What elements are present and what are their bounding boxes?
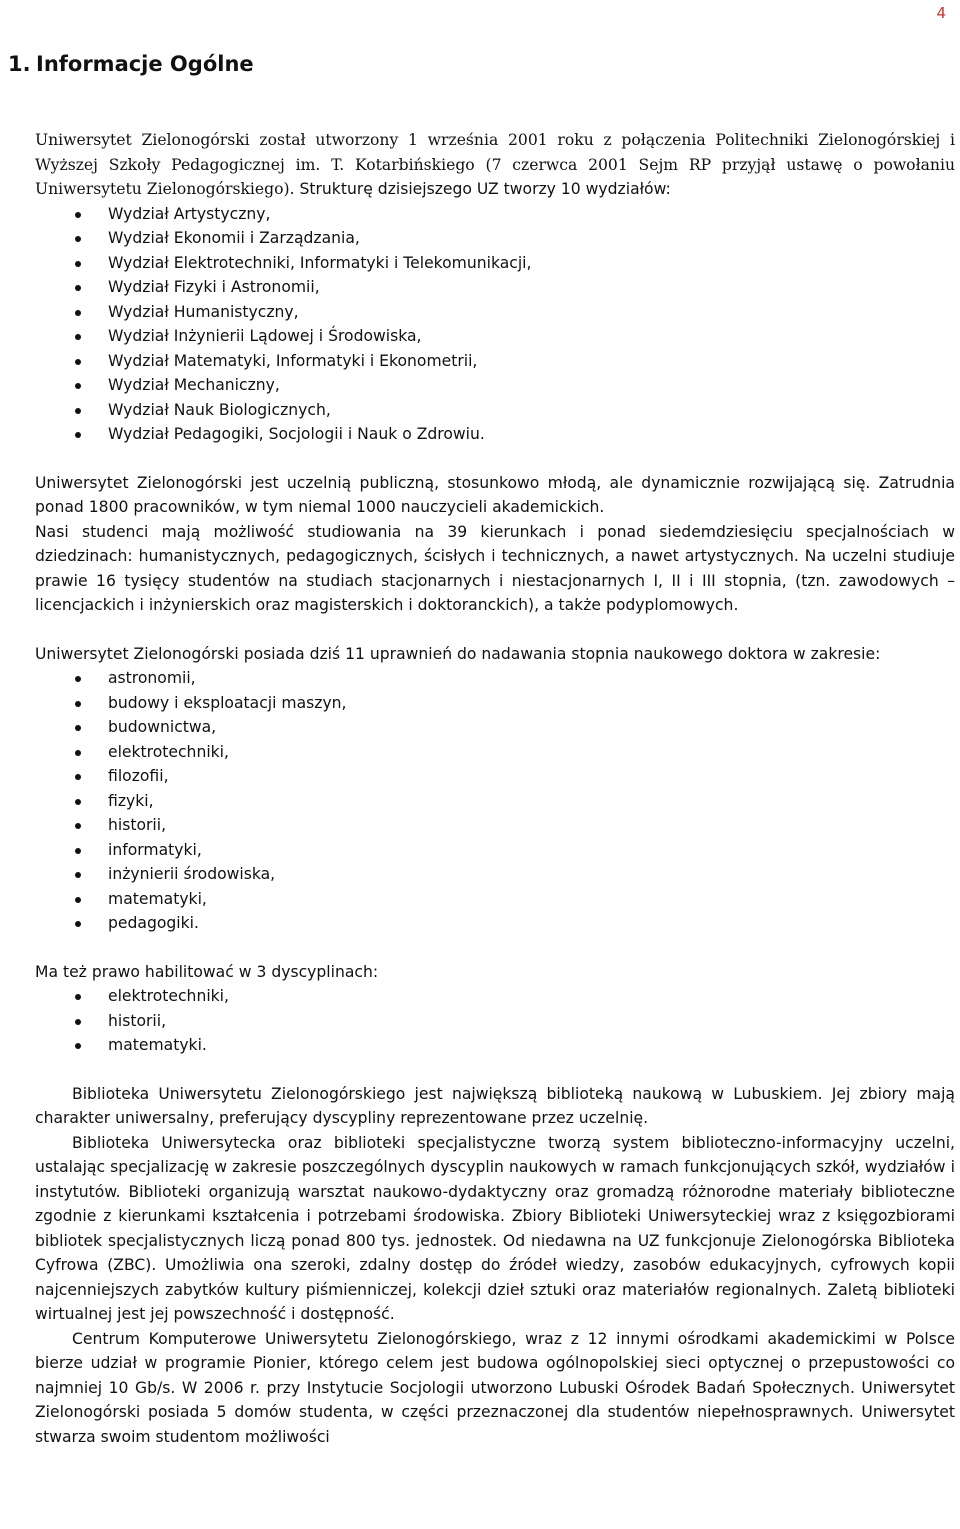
list-item: Wydział Matematyki, Informatyki i Ekonometrii, (35, 349, 955, 374)
list-item: Wydział Ekonomii i Zarządzania, (35, 226, 955, 251)
list-item: pedagogiki. (35, 911, 955, 936)
habilitation-rights-intro: Ma też prawo habilitować w 3 dyscyplinach: (35, 962, 379, 981)
list-item: elektrotechniki, (35, 740, 955, 765)
document-body (35, 128, 955, 1449)
list-item: inżynierii środowiska, (35, 862, 955, 887)
list-item: Wydział Fizyki i Astronomii, (35, 275, 955, 300)
habilitation-rights-list (35, 984, 955, 1058)
list-item: informatyki, (35, 838, 955, 863)
list-item: historii, (35, 813, 955, 838)
intro-paragraph (35, 128, 955, 202)
section-number: 1. (8, 52, 31, 76)
list-item: budownictwa, (35, 715, 955, 740)
list-item: Wydział Elektrotechniki, Informatyki i Telekomunikacji, (35, 251, 955, 276)
list-item: matematyki, (35, 887, 955, 912)
intro-text-sans: Strukturę dzisiejszego UZ tworzy 10 wydziałów: (294, 180, 671, 198)
list-item: Wydział Artystyczny, (35, 202, 955, 227)
page-number: 4 (936, 4, 946, 22)
list-item: astronomii, (35, 666, 955, 691)
list-item: Wydział Mechaniczny, (35, 373, 955, 398)
university-description-1: Uniwersytet Zielonogórski jest uczelnią publiczną, stosunkowo młodą, ale dynamicznie rozwijającą się. Zatrudnia ponad 1800 pracowników, w tym niemal 1000 nauczycieli akademickich. (35, 473, 955, 516)
library-paragraph-2: Biblioteka Uniwersytecka oraz biblioteki specjalistyczne tworzą system biblioteczno-informacyjny uczelni, ustalając specjalizację w zakresie poszczególnych dyscyplin naukowych w ramach funkcjonujących szkół, wydziałów i instytutów. Biblioteki organizują warsztat naukowo-dydaktyczny oraz gromadzą różnorodne materiały biblioteczne zgodnie z kierunkami kształcenia i potrzebami środowiska. Zbiory Biblioteki Uniwersyteckiej wraz z księgozbiorami bibliotek specjalistycznych liczą ponad 800 tys. jednostek. Od niedawna na UZ funkcjonuje Zielonogórska Biblioteka Cyfrowa (ZBC). Umożliwia ona szeroki, zdalny dostęp do źródeł wiedzy, zasobów edukacyjnych, cyfrowych kopii najcenniejszych zabytków kultury piśmienniczej, kolekcji dzieł sztuki oraz materiałów regionalnych. Zaletą biblioteki wirtualnej jest jej powszechność i dostępność. (35, 1133, 955, 1323)
doctoral-rights-intro: Uniwersytet Zielonogórski posiada dziś 11 uprawnień do nadawania stopnia naukowego doktora w zakresie: (35, 644, 881, 663)
list-item: elektrotechniki, (35, 984, 955, 1009)
list-item: filozofii, (35, 764, 955, 789)
faculties-list (35, 202, 955, 447)
section-title: Informacje Ogólne (36, 52, 254, 76)
list-item: Wydział Inżynierii Lądowej i Środowiska, (35, 324, 955, 349)
university-description-2: Nasi studenci mają możliwość studiowania na 39 kierunkach i ponad siedemdziesięciu specjalnościach w dziedzinach: humanistycznych, pedagogicznych, ścisłych i technicznych, a nawet artystycznych. Na uczelni studiuje prawie 16 tysięcy studentów na studiach stacjonarnych i niestacjonarnych I, II i III stopnia, (tzn. zawodowych – licencjackich i inżynierskich oraz magisterskich i doktoranckich), a także podyplomowych. (35, 522, 955, 614)
list-item: Wydział Humanistyczny, (35, 300, 955, 325)
list-item: Wydział Nauk Biologicznych, (35, 398, 955, 423)
list-item: budowy i eksploatacji maszyn, (35, 691, 955, 716)
section-heading (8, 52, 254, 76)
list-item: matematyki. (35, 1033, 955, 1058)
list-item: historii, (35, 1009, 955, 1034)
library-paragraph-1: Biblioteka Uniwersytetu Zielonogórskiego jest największą biblioteką naukową w Lubuskiem. Jej zbiory mają charakter uniwersalny, preferujący dyscypliny reprezentowane przez uczelnię. (35, 1084, 955, 1127)
computer-center-paragraph: Centrum Komputerowe Uniwersytetu Zielonogórskiego, wraz z 12 innymi ośrodkami akademickimi w Polsce bierze udział w programie Pionier, którego celem jest budowa ogólnopolskiej sieci optycznej o przepustowości co najmniej 10 Gb/s. W 2006 r. przy Instytucie Socjologii utworzono Lubuski Ośrodek Badań Społecznych. Uniwersytet Zielonogórski posiada 5 domów studenta, w części przeznaczonej dla studentów niepełnosprawnych. Uniwersytet stwarza swoim studentom możliwości (35, 1329, 955, 1446)
list-item: Wydział Pedagogiki, Socjologii i Nauk o Zdrowiu. (35, 422, 955, 447)
list-item: fizyki, (35, 789, 955, 814)
intro-text-serif: Uniwersytet Zielonogórski został utworzony 1 września 2001 roku z połączenia Politechniki Zielonogórskiej i Wyższej Szkoły Pedagogicznej im. T. Kotarbińskiego (7 czerwca 2001 Sejm RP przyjął ustawę o powołaniu Uniwersytetu Zielonogórskiego). (35, 131, 955, 198)
doctoral-rights-list (35, 666, 955, 936)
